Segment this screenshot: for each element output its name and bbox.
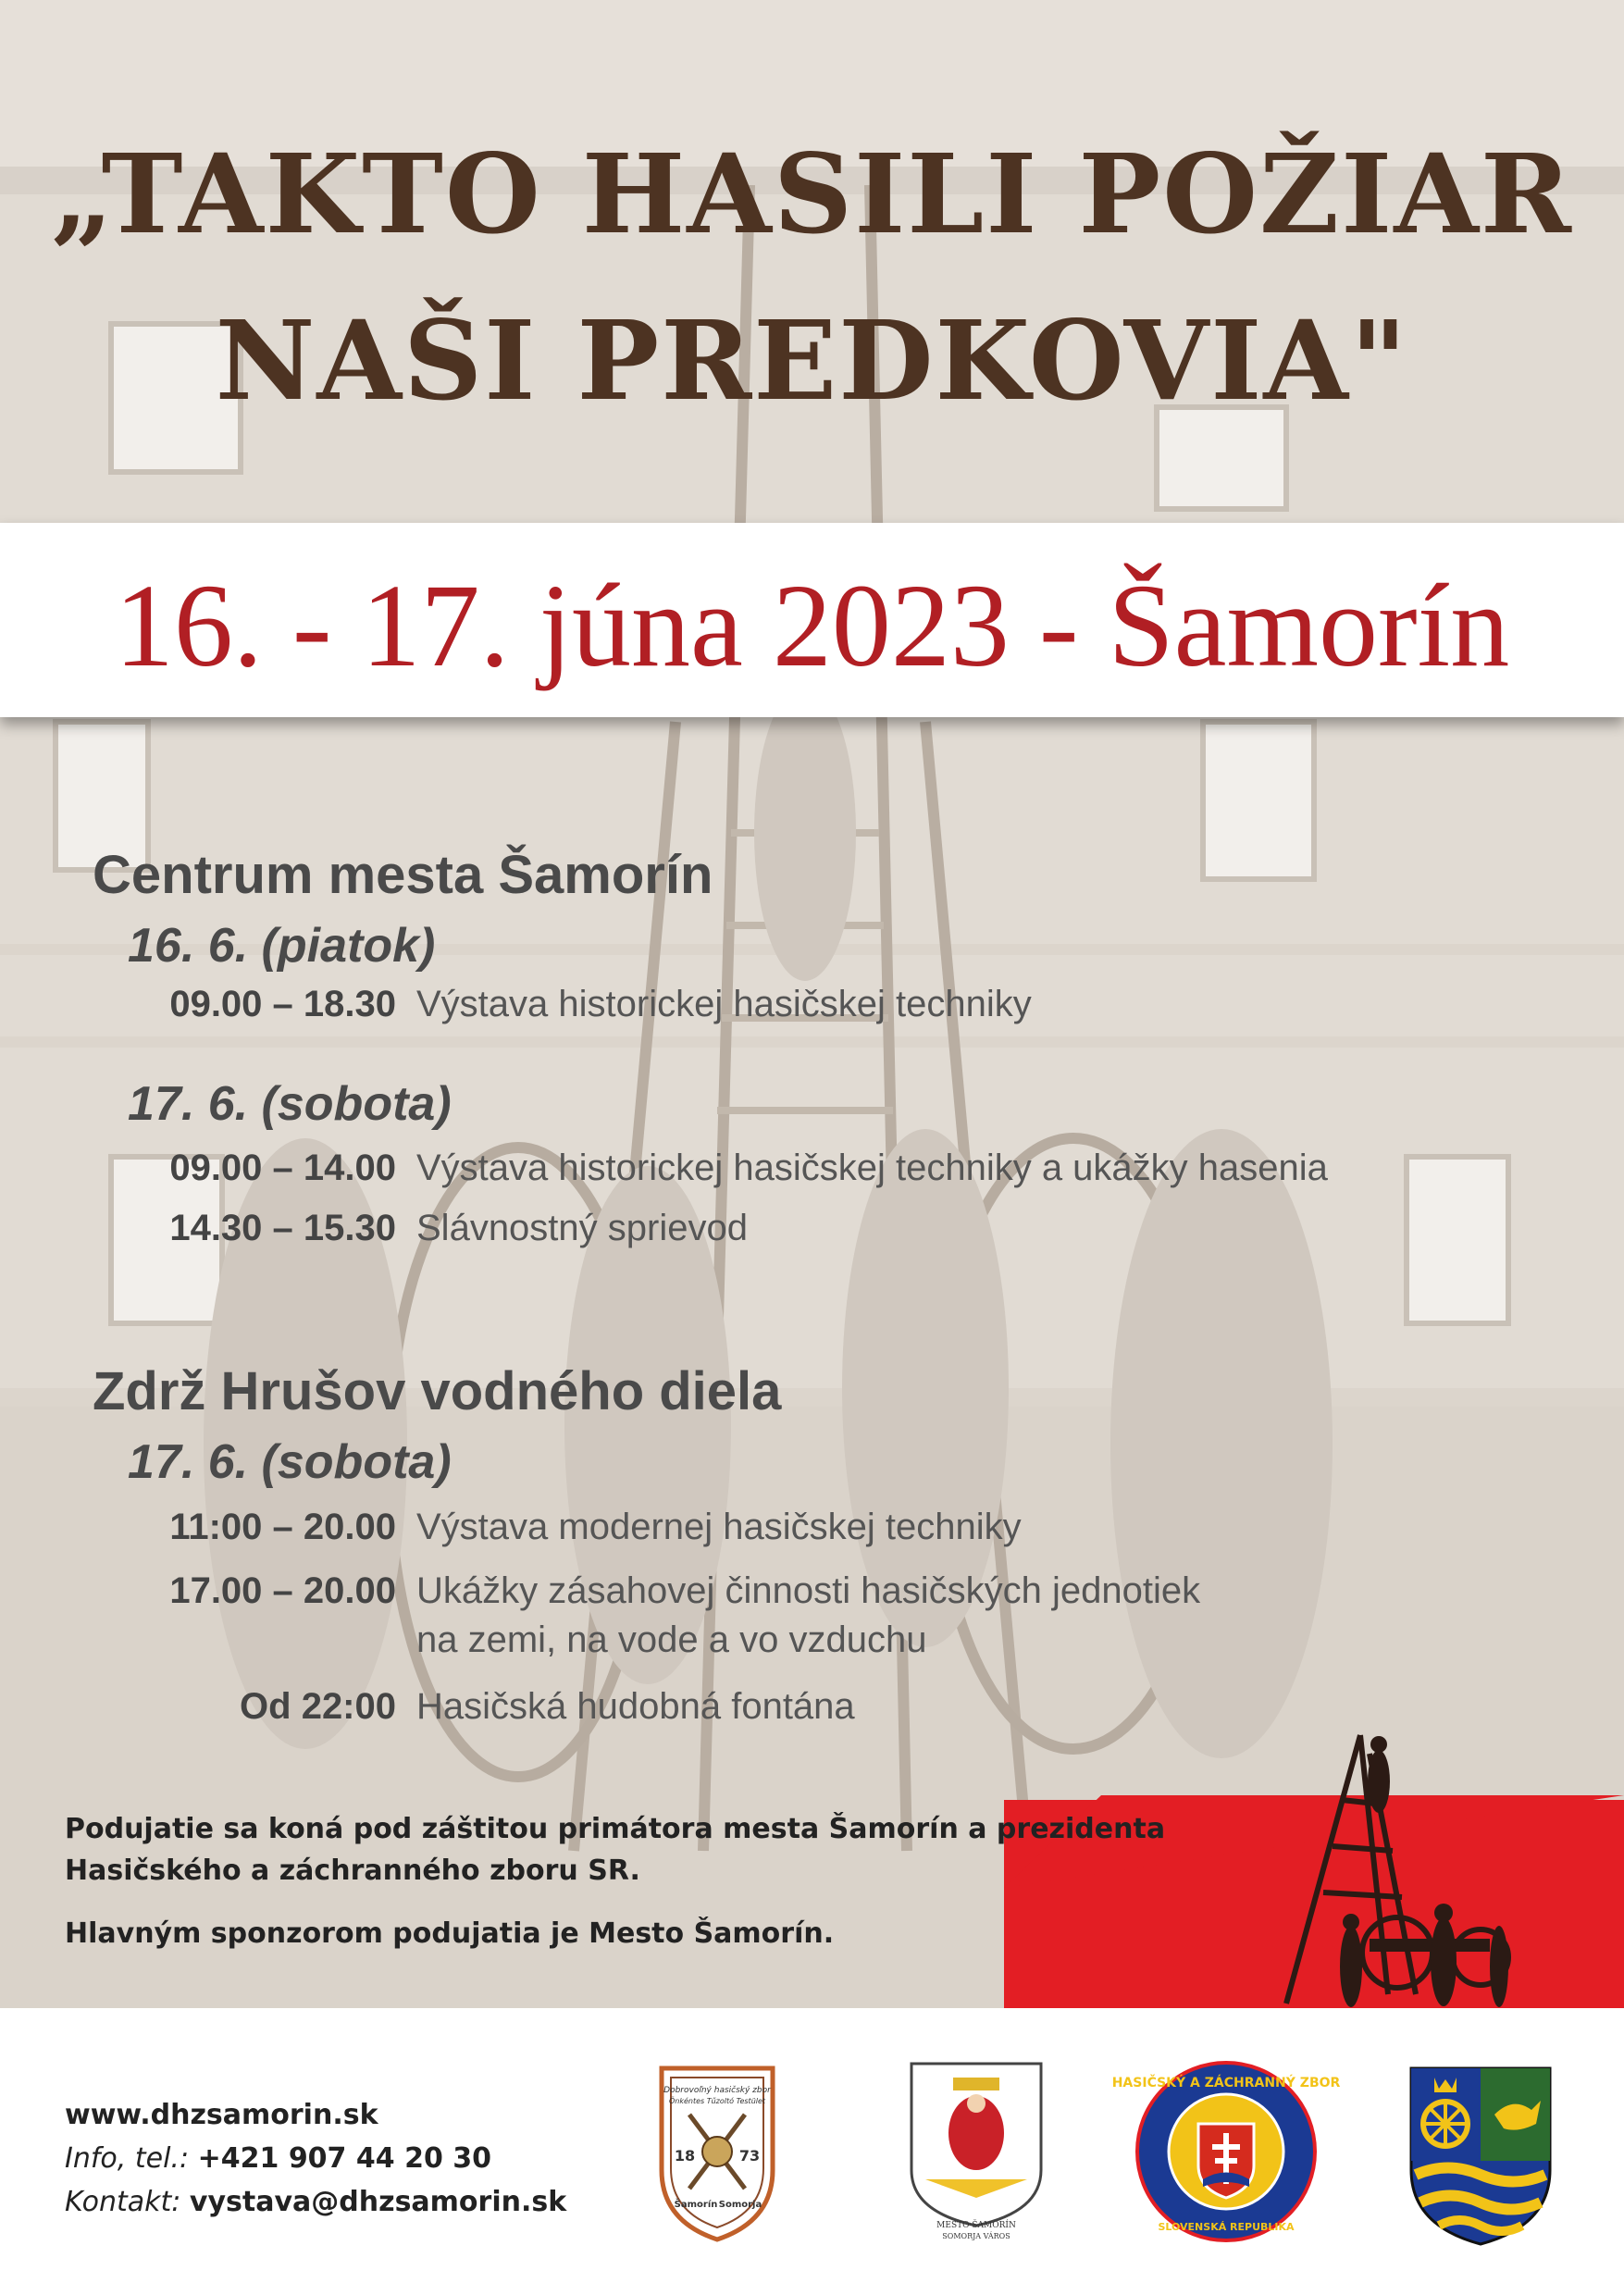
schedule-time: Od 22:00	[240, 1686, 396, 1727]
region-crest	[1402, 2059, 1559, 2253]
sponsor-note: Hlavným sponzorom podujatia je Mesto Šamorín.	[65, 1917, 835, 1950]
schedule-time: 14.30 – 15.30	[169, 1208, 396, 1248]
schedule-time: 09.00 – 18.30	[169, 984, 396, 1024]
schedule-time: 17.00 – 20.00	[169, 1570, 396, 1611]
schedule-activity: Hasičská hudobná fontána	[416, 1686, 855, 1727]
schedule-activity: Výstava historickej hasičskej techniky a ukážky hasenia	[416, 1148, 1328, 1188]
dhz-logo-text-bottom-left: Šamorín	[674, 2200, 718, 2210]
hazz-logo-ring-text: HASIČSKÝ A ZÁCHRANNÝ ZBOR	[1111, 2076, 1341, 2090]
patronage-note-line-1: Podujatie sa koná pod záštitou primátora mesta Šamorín a prezidenta	[65, 1813, 1166, 1845]
title-line-2: NAŠI PREDKOVIA"	[215, 296, 1409, 425]
event-date: 16. - 17. júna 2023 - Šamorín	[114, 560, 1510, 691]
schedule-time: 11:00 – 20.00	[169, 1507, 396, 1547]
schedule-activity: Ukážky zásahovej činnosti hasičských jednotiek	[416, 1570, 1201, 1611]
phone-line	[65, 2142, 491, 2175]
schedule-row	[128, 1686, 855, 1728]
schedule-row	[128, 1148, 1328, 1189]
mesto-samorin-crest	[902, 2059, 1050, 2244]
schedule-activity: Výstava modernej hasičskej techniky	[416, 1507, 1022, 1547]
schedule-activity: Slávnostný sprievod	[416, 1208, 748, 1248]
date-banner	[0, 523, 1624, 717]
patronage-note-line-2: Hasičského a záchranného zboru SR.	[65, 1855, 640, 1887]
phone-number[interactable]: +421 907 44 20 30	[197, 2142, 492, 2175]
email-link[interactable]: vystava@dhzsamorin.sk	[189, 2186, 567, 2218]
schedule-row	[128, 1570, 1200, 1612]
dhz-samorin-logo	[648, 2059, 787, 2244]
dhz-logo-text-bottom-right: Somorja	[718, 2200, 762, 2210]
schedule-row	[128, 984, 1032, 1025]
venue-2-day-label: 17. 6. (sobota)	[128, 1435, 452, 1489]
dhz-logo-text-top: Dobrovoľný hasičský zbor	[663, 2086, 771, 2095]
email-label: Kontakt:	[65, 2186, 181, 2218]
firefighter-silhouette-icon	[1231, 1717, 1508, 2013]
mesto-crest-text2: SOMORJA VÁROS	[942, 2232, 1010, 2240]
schedule-activity-continued: na zemi, na vode a vo vzduchu	[416, 1619, 927, 1660]
schedule-row	[128, 1208, 748, 1249]
title-line-1: „TAKTO HASILI POŽIAR	[51, 130, 1573, 258]
venue-1-heading: Centrum mesta Šamorín	[93, 845, 713, 905]
email-line	[65, 2186, 566, 2218]
mesto-crest-text1: MESTO ŠAMORÍN	[936, 2221, 1016, 2230]
venue-1-day-2-label: 17. 6. (sobota)	[128, 1077, 452, 1131]
dhz-logo-year-left: 18	[674, 2147, 696, 2165]
phone-label: Info, tel.:	[65, 2142, 190, 2175]
dhz-logo-text-top2: Önkéntes Tűzoltó Testület	[668, 2097, 766, 2105]
dhz-logo-year-right: 73	[738, 2147, 761, 2165]
schedule-activity: Výstava historickej hasičskej techniky	[416, 984, 1032, 1024]
schedule-time: 09.00 – 14.00	[169, 1148, 396, 1188]
schedule-row	[128, 1507, 1022, 1548]
venue-2-heading: Zdrž Hrušov vodného diela	[93, 1361, 782, 1421]
website-link[interactable]: www.dhzsamorin.sk	[65, 2099, 378, 2131]
hazz-logo	[1111, 2059, 1341, 2244]
hazz-logo-ring-text-bottom: SLOVENSKÁ REPUBLIKA	[1158, 2221, 1295, 2233]
venue-1-day-1-label: 16. 6. (piatok)	[128, 919, 436, 973]
